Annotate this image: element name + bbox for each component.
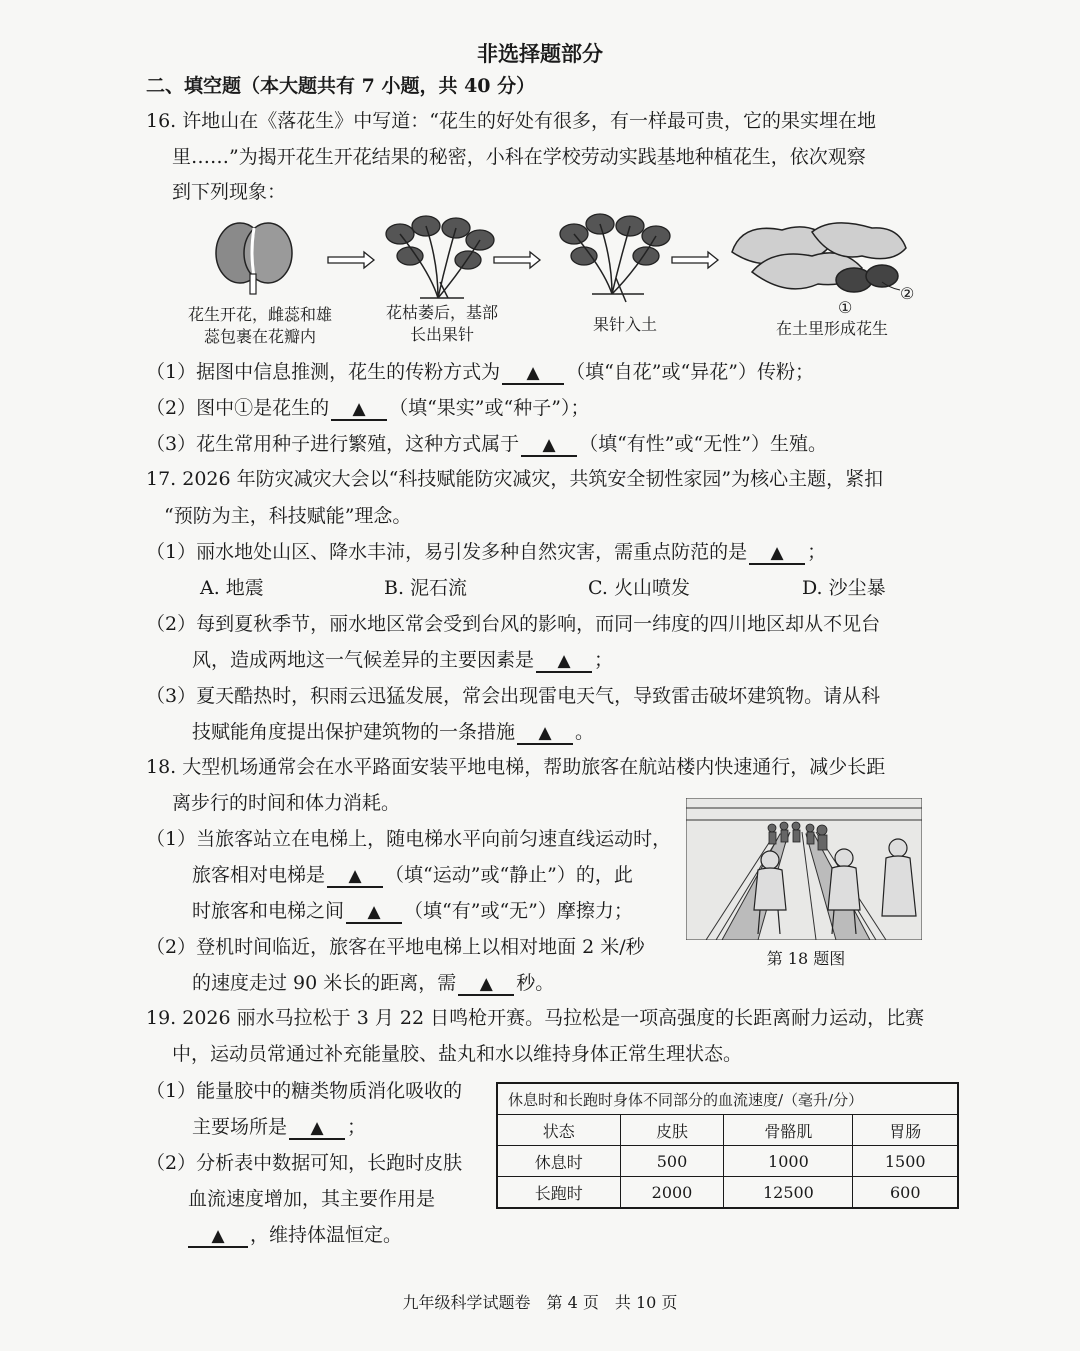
caption-4: 在土里形成花生 xyxy=(775,319,888,338)
q17-option-c[interactable]: C. 火山喷发 xyxy=(588,577,690,599)
blood-flow-table xyxy=(496,1082,959,1209)
q16-text-line1: 16. 许地山在《落花生》中写道：“花生的好处有很多，有一样最可贵，它的果实埋在地 xyxy=(146,110,876,132)
caption-3: 果针入土 xyxy=(592,315,657,334)
q17-part3-line2: 技赋能角度提出保护建筑物的一条措施 ▲ 。 xyxy=(192,721,595,743)
q18-part2-line2: 的速度走过 90 米长的距离，需 ▲ 秒。 xyxy=(192,972,555,994)
wilted-plant-illustration xyxy=(380,212,500,304)
q19-part2-line3: ▲ ，维持体温恒定。 xyxy=(186,1223,402,1248)
arrow-icon xyxy=(326,250,376,270)
q16-text-line3: 到下列现象： xyxy=(172,181,287,203)
table-cell: 2000 xyxy=(620,1177,724,1209)
figure-caption: 第 18 题图 xyxy=(766,949,846,968)
q16-text-line2: 里……”为揭开花生开花结果的秘密，小科在学校劳动实践基地种植花生，依次观察 xyxy=(172,146,866,168)
label-mark-1: ① xyxy=(838,298,853,317)
answer-blank[interactable]: ▲ xyxy=(458,974,514,996)
q19-text-line1: 19. 2026 丽水马拉松于 3 月 22 日鸣枪开赛。马拉松是一项高强度的长距离耐力运动，比赛 xyxy=(146,1007,925,1029)
q17-text-line2: “预防为主，科技赋能”理念。 xyxy=(164,505,412,527)
table-cell: 600 xyxy=(853,1177,958,1209)
table-cell: 500 xyxy=(620,1146,724,1177)
caption-1-line1: 花生开花，雌蕊和雄 xyxy=(187,305,332,324)
table-header-cell: 皮肤 xyxy=(620,1115,724,1146)
q19-part2-line1: （2）分析表中数据可知，长跑时皮肤 xyxy=(146,1152,463,1174)
answer-blank[interactable]: ▲ xyxy=(521,435,577,457)
q19-part1-line2: 主要场所是 ▲ ； xyxy=(192,1116,367,1138)
q19-part1-line1: （1）能量胶中的糖类物质消化吸收的 xyxy=(146,1080,463,1102)
q17-part2-line2: 风，造成两地这一气候差异的主要因素是 ▲ ； xyxy=(192,649,614,671)
q19-part2-line2: 血流速度增加，其主要作用是 xyxy=(188,1188,436,1210)
answer-blank[interactable]: ▲ xyxy=(289,1118,345,1140)
q17-option-a[interactable]: A. 地震 xyxy=(200,577,264,599)
answer-blank[interactable]: ▲ xyxy=(517,723,573,745)
label-mark-2: ② xyxy=(900,284,915,303)
moving-walkway-illustration xyxy=(686,798,922,940)
peanut-pods-illustration xyxy=(722,212,922,307)
q17-part1: （1）丽水地处山区、降水丰沛，易引发多种自然灾害，需重点防范的是 ▲ ； xyxy=(146,541,827,563)
q17-part2-line1: （2）每到夏秋季节，丽水地区常会受到台风的影响，而同一纬度的四川地区却从不见台 xyxy=(146,613,881,635)
table-header-row xyxy=(497,1115,958,1146)
table-row xyxy=(497,1177,958,1209)
q16-part3: （3）花生常用种子进行繁殖，这种方式属于 ▲ （填“有性”或“无性”）生殖。 xyxy=(146,433,827,455)
section-heading: 二、填空题（本大题共有 7 小题，共 40 分） xyxy=(146,75,536,97)
caption-2-line1: 花枯萎后，基部 xyxy=(385,303,498,322)
q16-part1: （1）据图中信息推测，花生的传粉方式为 ▲ （填“自花”或“异花”）传粉； xyxy=(146,361,814,383)
table-cell: 长跑时 xyxy=(497,1177,620,1209)
table-cell: 1000 xyxy=(724,1146,853,1177)
q16-part2: （2）图中①是花生的 ▲ （填“果实”或“种子”）； xyxy=(146,397,590,419)
q18-part2-line1: （2）登机时间临近，旅客在平地电梯上以相对地面 2 米/秒 xyxy=(146,936,645,958)
q18-part1-line3: 时旅客和电梯之间 ▲ （填“有”或“无”）摩擦力； xyxy=(192,900,633,922)
page-title: 非选择题部分 xyxy=(477,41,603,66)
table-header-cell: 骨骼肌 xyxy=(724,1115,853,1146)
table-caption: 休息时和长跑时身体不同部分的血流速度/（毫升/分） xyxy=(497,1083,958,1115)
peg-into-soil-illustration xyxy=(556,210,676,305)
q18-text-line2: 离步行的时间和体力消耗。 xyxy=(172,792,401,814)
q17-option-b[interactable]: B. 泥石流 xyxy=(384,577,468,599)
arrow-icon xyxy=(670,250,720,270)
page-footer: 九年级科学试题卷 第 4 页 共 10 页 xyxy=(402,1293,678,1312)
table-header-cell: 状态 xyxy=(497,1115,620,1146)
q17-part3-line1: （3）夏天酷热时，积雨云迅猛发展，常会出现雷电天气，导致雷击破坏建筑物。请从科 xyxy=(146,685,881,707)
answer-blank[interactable]: ▲ xyxy=(346,902,402,924)
answer-blank[interactable]: ▲ xyxy=(327,866,383,888)
caption-2-line2: 长出果针 xyxy=(409,325,474,344)
table-cell: 1500 xyxy=(853,1146,958,1177)
q17-text-line1: 17. 2026 年防灾减灾大会以“科技赋能防灾减灾，共筑安全韧性家园”为核心主题，紧扣 xyxy=(146,468,884,490)
arrow-icon xyxy=(492,250,542,270)
table-cell: 休息时 xyxy=(497,1146,620,1177)
table-cell: 12500 xyxy=(724,1177,853,1209)
table-row xyxy=(497,1146,958,1177)
answer-blank[interactable]: ▲ xyxy=(536,651,592,673)
q19-text-line2: 中，运动员常通过补充能量胶、盐丸和水以维持身体正常生理状态。 xyxy=(172,1043,743,1065)
answer-blank[interactable]: ▲ xyxy=(749,543,805,565)
q17-option-d[interactable]: D. 沙尘暴 xyxy=(802,577,886,599)
q18-part1-line2: 旅客相对电梯是 ▲ （填“运动”或“静止”）的，此 xyxy=(192,864,633,886)
answer-blank[interactable]: ▲ xyxy=(331,399,387,421)
q18-text-line1: 18. 大型机场通常会在水平路面安装平地电梯，帮助旅客在航站楼内快速通行，减少长距 xyxy=(146,756,886,778)
table-header-cell: 胃肠 xyxy=(853,1115,958,1146)
answer-blank[interactable]: ▲ xyxy=(502,363,564,385)
q18-part1-line1: （1）当旅客站立在电梯上，随电梯水平向前匀速直线运动时， xyxy=(146,828,672,850)
answer-blank[interactable]: ▲ xyxy=(188,1226,248,1248)
peanut-flower-illustration xyxy=(210,218,300,298)
caption-1-line2: 蕊包裹在花瓣内 xyxy=(203,327,316,346)
